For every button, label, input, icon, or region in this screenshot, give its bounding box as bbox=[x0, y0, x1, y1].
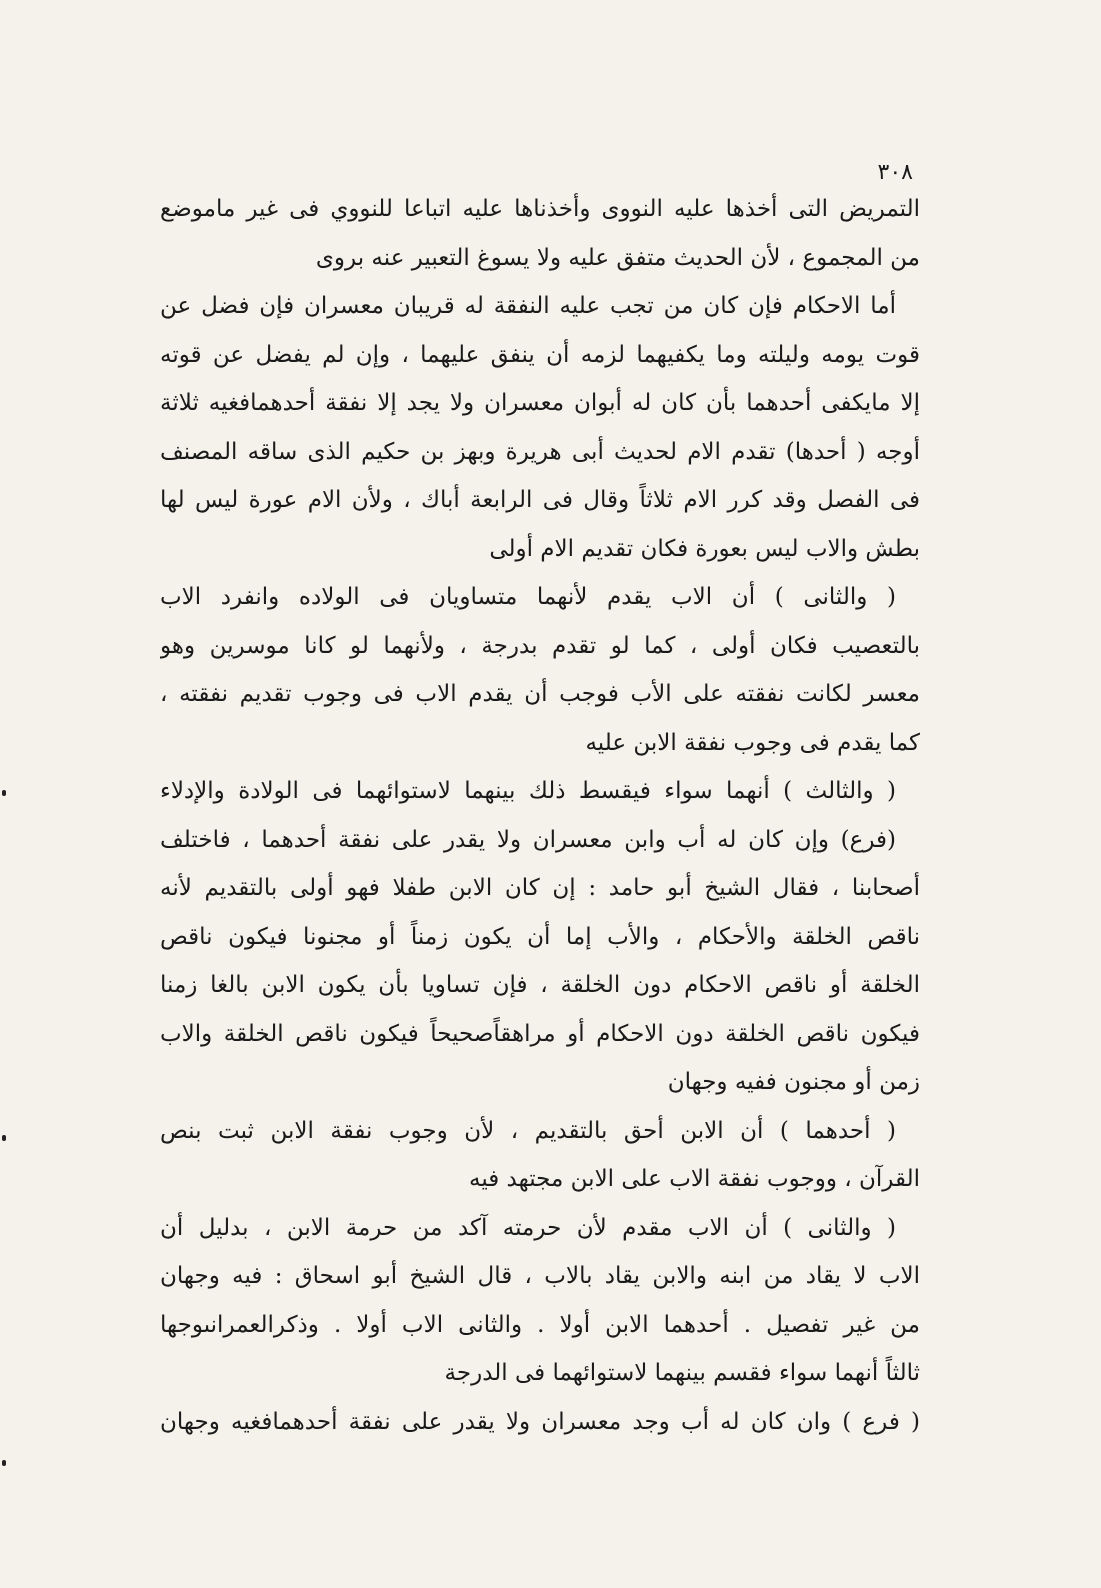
text-line: ( والثانى ) أن الاب يقدم لأنهما متساويان فى الولاده وانفرد الاب bbox=[160, 584, 896, 610]
text-line: زمن أو مجنون ففيه وجهان bbox=[667, 1069, 920, 1095]
text-line: بطش والاب ليس بعورة فكان تقديم الام أولى bbox=[489, 535, 920, 562]
text-line: ( والثالث ) أنهما سواء فيقسط ذلك بينهما لاستوائهما فى الولادة والإدلاء bbox=[160, 778, 896, 804]
text-line: فى الفصل وقد كرر الام ثلاثاً وقال فى الرابعة أباك ، ولأن الام عورة ليس لها bbox=[160, 487, 920, 513]
page-number: ٣٠٨ bbox=[877, 160, 913, 185]
text-line: القرآن ، ووجوب نفقة الاب على الابن مجتهد فيه bbox=[468, 1166, 920, 1192]
text-line: أما الاحكام فإن كان من تجب عليه النفقة له قريبان معسران فإن فضل عن bbox=[160, 293, 896, 319]
body-text bbox=[160, 185, 920, 1446]
text-line: ناقص الخلقة والأحكام ، والأب إما أن يكون زمناً أو مجنونا فيكون ناقص bbox=[160, 923, 920, 950]
text-line: ثالثاً أنهما سواء فقسم بينهما لاستوائهما فى الدرجة bbox=[444, 1360, 920, 1386]
text-line: معسر لكانت نفقته على الأب فوجب أن يقدم الاب فى وجوب تقديم نفقته ، bbox=[160, 681, 920, 707]
text-line: إلا مايكفى أحدهما بأن كان له أبوان معسران ولا يجد إلا نفقة أحدهمافغيه ثلاثة bbox=[160, 390, 920, 416]
scan-speck bbox=[2, 1135, 6, 1141]
text-line: بالتعصيب فكان أولى ، كما لو تقدم بدرجة ، ولأنهما لو كانا موسرين وهو bbox=[160, 632, 920, 659]
text-line: ( والثانى ) أن الاب مقدم لأن حرمته آكد من حرمة الابن ، بدليل أن bbox=[160, 1214, 896, 1241]
text-line: الاب لا يقاد من ابنه والابن يقاد بالاب ، قال الشيخ أبو اسحاق : فيه وجهان bbox=[160, 1263, 920, 1289]
text-line: من غير تفصيل . أحدهما الابن أولا . والثانى الاب أولا . وذكرالعمرانىوجها bbox=[160, 1311, 920, 1338]
text-line: (فرع) وإن كان له أب وابن معسران ولا يقدر على نفقة أحدهما ، فاختلف bbox=[160, 826, 896, 853]
text-line: قوت يومه وليلته وما يكفيهما لزمه أن ينفق عليهما ، وإن لم يفضل عن قوته bbox=[160, 341, 920, 368]
scan-speck bbox=[2, 1460, 6, 1466]
text-line: التمريض التى أخذها عليه النووى وأخذناها عليه اتباعا للنووي فى غير ماموضع bbox=[160, 196, 920, 222]
scan-speck bbox=[2, 790, 6, 796]
text-line: فيكون ناقص الخلقة دون الاحكام أو مراهقاًصحيحاً فيكون ناقص الخلقة والاب bbox=[160, 1020, 920, 1047]
text-line: أوجه ( أحدها) تقدم الام لحديث أبى هريرة وبهز بن حكيم الذى ساقه المصنف bbox=[160, 438, 920, 465]
text-line: كما يقدم فى وجوب نفقة الابن عليه bbox=[585, 729, 920, 756]
text-line: من المجموع ، لأن الحديث متفق عليه ولا يسوغ التعبير عنه بروى bbox=[315, 244, 920, 271]
text-line: ( فرع ) وان كان له أب وجد معسران ولا يقدر على نفقة أحدهمافغيه وجهان bbox=[160, 1408, 920, 1435]
text-line: أصحابنا ، فقال الشيخ أبو حامد : إن كان الابن طفلا فهو أولى بالتقديم لأنه bbox=[160, 875, 920, 901]
text-line: ( أحدهما ) أن الابن أحق بالتقديم ، لأن وجوب نفقة الابن ثبت بنص bbox=[160, 1117, 896, 1144]
text-line: الخلقة أو ناقص الاحكام دون الخلقة ، فإن تساويا بأن يكون الابن بالغا زمنا bbox=[160, 972, 920, 998]
